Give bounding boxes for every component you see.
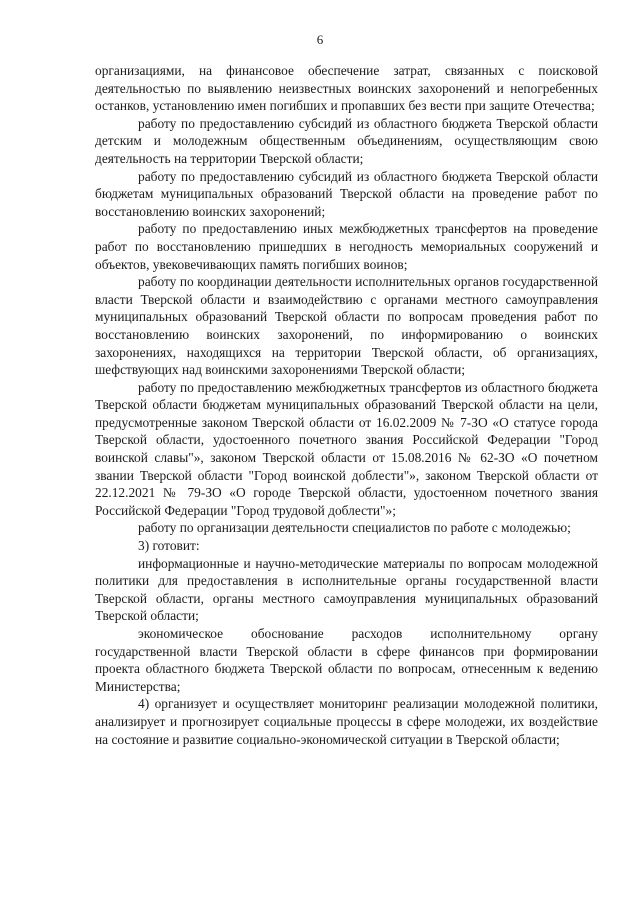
paragraph-item-3-heading: 3) готовит:: [138, 538, 200, 554]
paragraph-continuation: организациями, на финансовое обеспечение затрат, связанных с поисковой деятельностью по выявлению неизвестных воинских захоронений и непогребенных останков, установлению имен погибших и пропавших без вести при защите Отечества;: [95, 63, 598, 114]
paragraph-transfers-cities: работу по предоставлению межбюджетных трансфертов из областного бюджета Тверской области бюджетам муниципальных образований Тверской области на цели, предусмотренные законом Тверской области от 16.02.2009 № 7-ЗО «О статусе города Тверской области, удостоенного почетного звания Российской Федерации "Город воинской славы"», законом Тверской области от 15.08.2016 № 62-ЗО «О почетном звании Тверской области "Город воинской доблести"», законом Тверской области от 22.12.2021 № 79-ЗО «О городе Тверской области, удостоенном почетного звания Российской Федерации "Город трудовой доблести"»;: [95, 379, 598, 518]
page-number: 6: [316, 32, 324, 47]
paragraph-economic-justification: экономическое обоснование расходов исполнительному органу государственной власти Тверской области в сфере финансов при формировании проекта областного бюджета Тверской области по вопросам, отнесенным к ведению Министерства;: [95, 626, 598, 694]
paragraph-item-4-monitoring: 4) организует и осуществляет мониторинг реализации молодежной политики, анализирует и прогнозирует социальные процессы в сфере молодежи, их воздействие на состояние и развитие социально-экономической ситуации в Тверской области;: [95, 696, 598, 747]
paragraph-information-materials: информационные и научно-методические материалы по вопросам молодежной политики для предоставления в исполнительные органы государственной власти Тверской области, органы местного самоуправления муниципальных образований Тверской области;: [95, 555, 598, 624]
document-body: [95, 62, 598, 748]
paragraph-subsidies-burials: работу по предоставлению субсидий из областного бюджета Тверской области бюджетам муниципальных образований Тверской области на проведение работ по восстановлению воинских захоронений;: [95, 168, 598, 219]
paragraph-coordination: работу по координации деятельности исполнительных органов государственной власти Тверской области и взаимодействию с органами местного самоуправления муниципальных образований Тверской области по вопросам проведения работ по восстановлению воинских захоронений, по информированию о воинских захоронениях, находящихся на территории Тверской области, об организациях, шефствующих над воинскими захоронениями Тверской области;: [95, 274, 598, 378]
paragraph-transfers-memorials: работу по предоставлению иных межбюджетных трансфертов на проведение работ по восстановлению пришедших в негодность мемориальных сооружений и объектов, увековечивающих память погибших воинов;: [95, 221, 598, 272]
paragraph-youth-specialists: работу по организации деятельности специалистов по работе с молодежью;: [138, 520, 571, 536]
paragraph-subsidies-youth-associations: работу по предоставлению субсидий из областного бюджета Тверской области детским и молодежным общественным объединениям, осуществляющим свою деятельность на территории Тверской области;: [95, 115, 598, 166]
